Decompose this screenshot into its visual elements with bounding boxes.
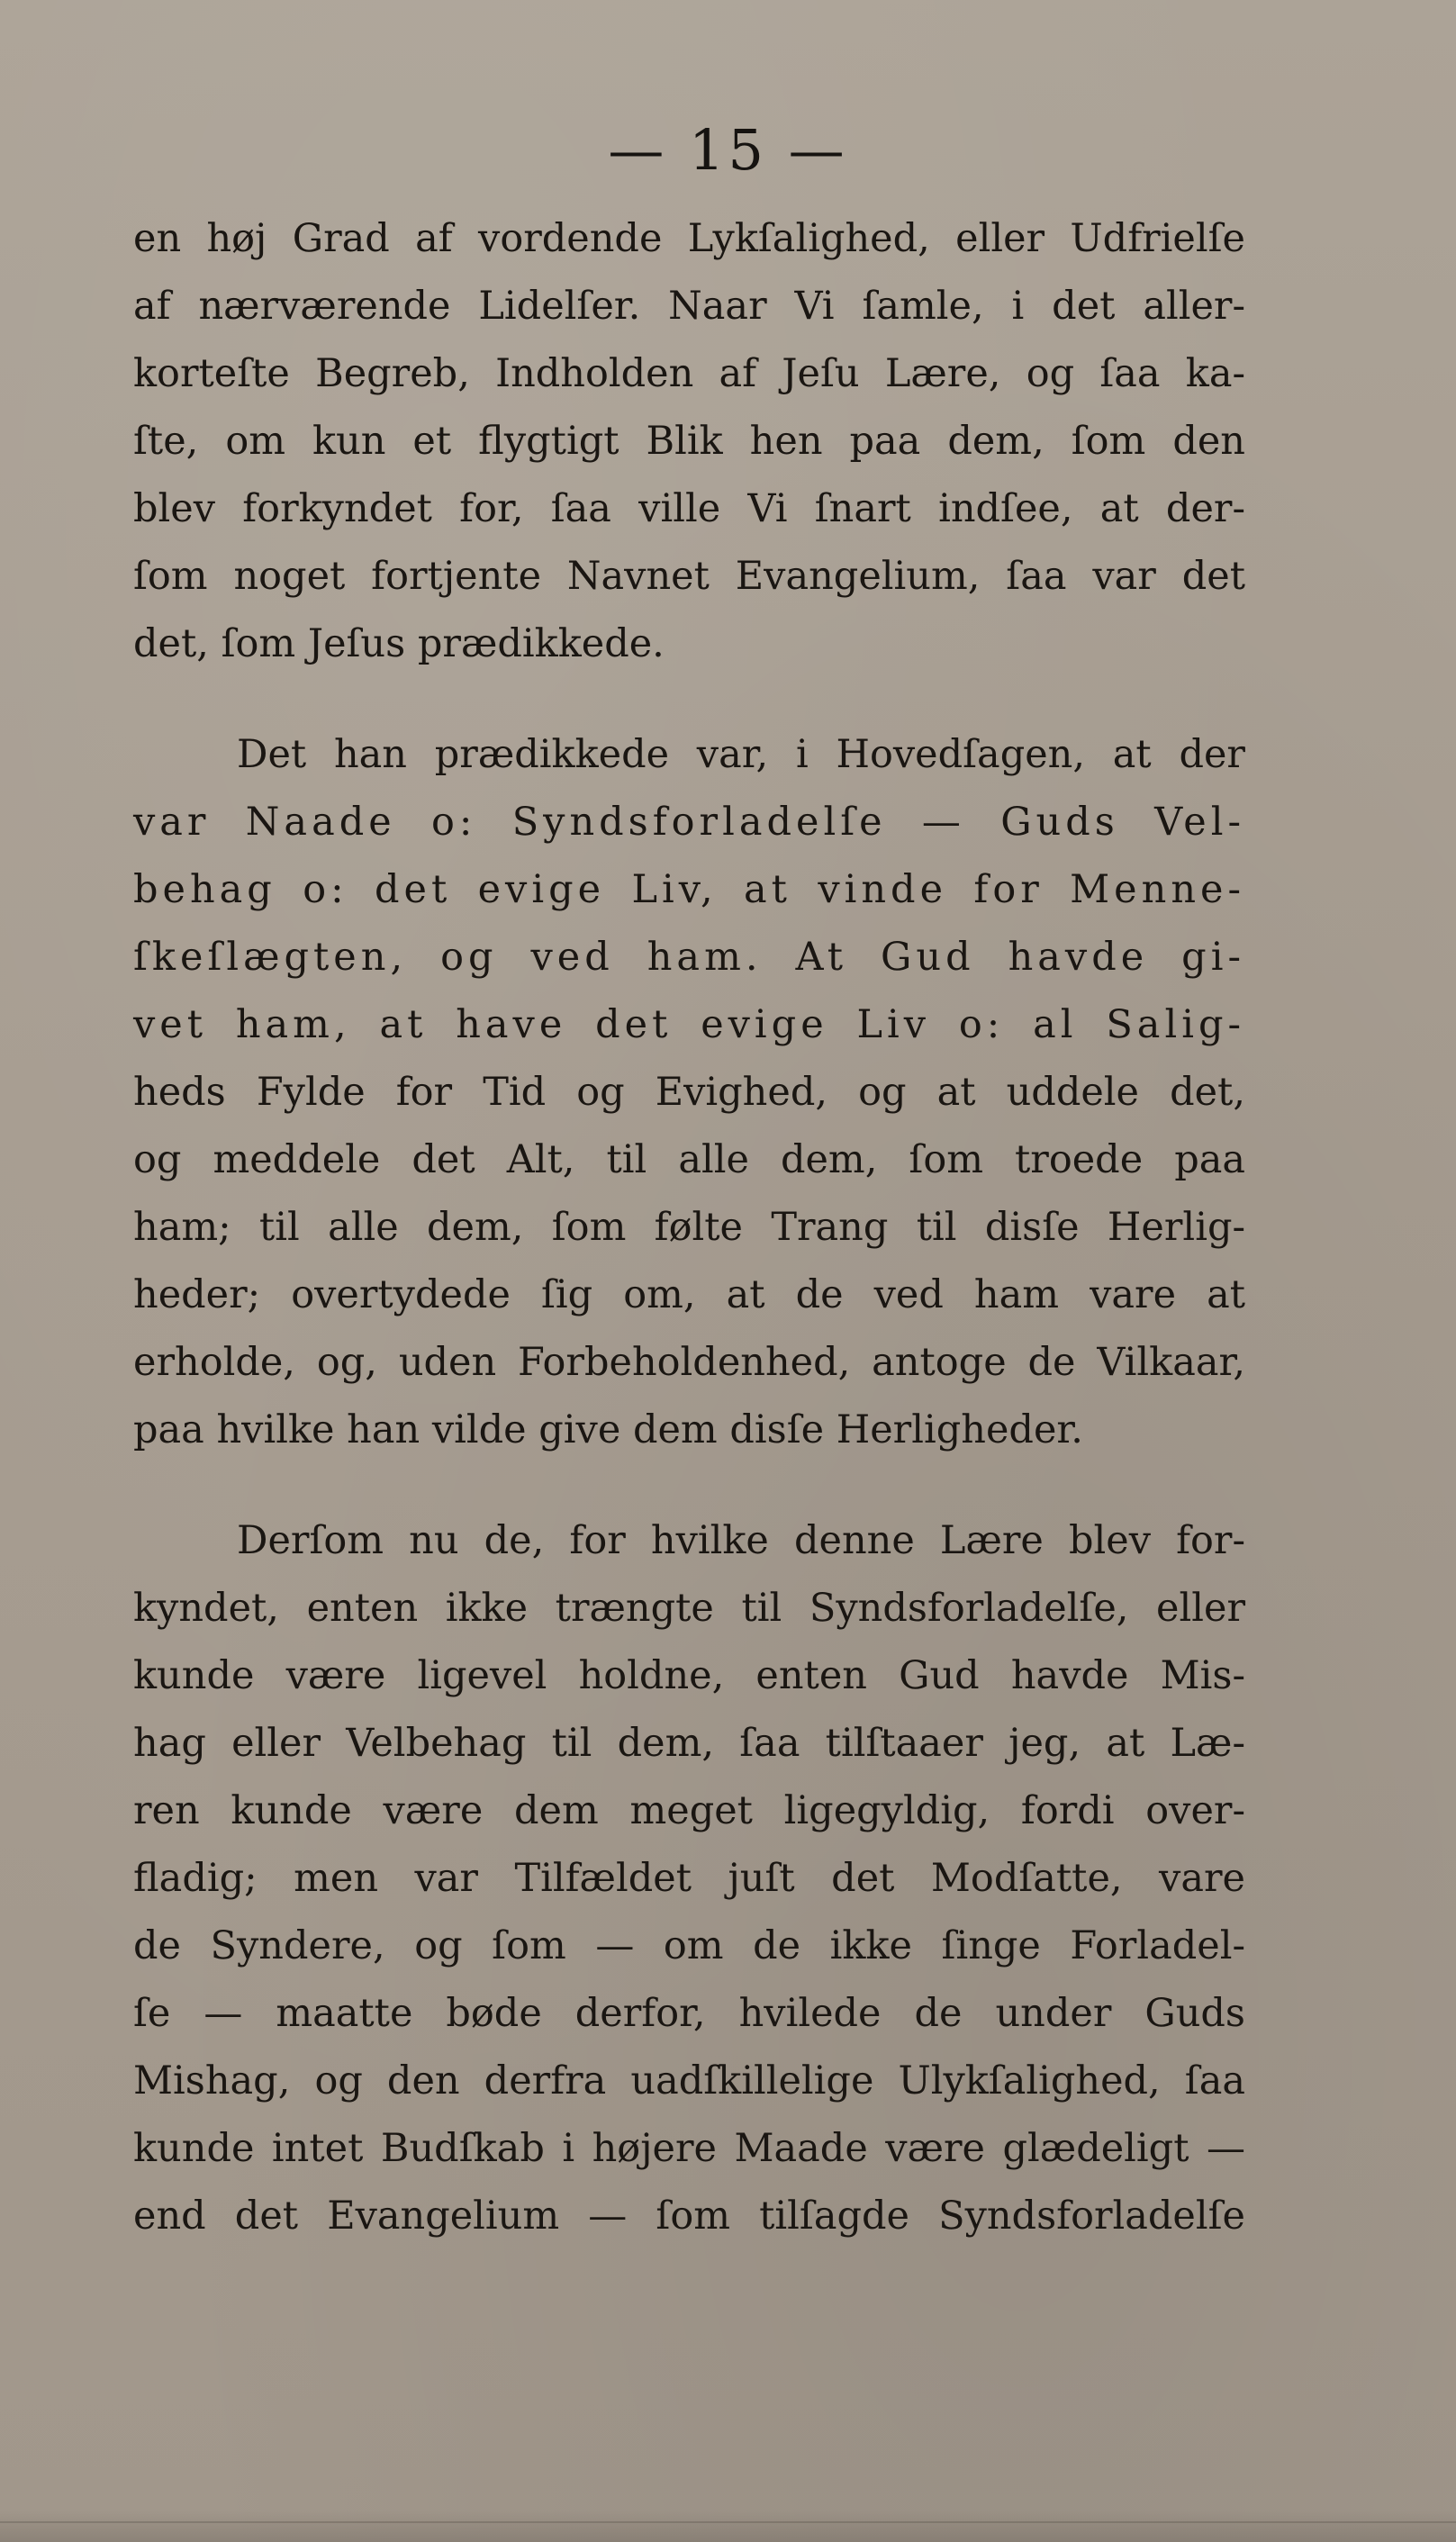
- text-line: blev forkyndet for, ſaa ville Vi ſnart indſee, at der-: [133, 486, 1245, 531]
- text-line: en høj Grad af vordende Lykſalighed, eller Udfrielſe: [133, 216, 1245, 261]
- text-line: ham; til alle dem, ſom følte Trang til disſe Herlig-: [133, 1205, 1245, 1250]
- text-line: heds Fylde for Tid og Evighed, og at uddele det,: [133, 1070, 1245, 1115]
- text-line: Derſom nu de, for hvilke denne Lære blev for-: [237, 1518, 1245, 1563]
- paragraph-3: [133, 1507, 1245, 2250]
- text-line: Mishag, og den derfra uadſkillelige Ulykſalighed, ſaa: [133, 2058, 1245, 2103]
- text-line: Det han prædikkede var, i Hovedſagen, at der: [237, 732, 1245, 777]
- text-line: paa hvilke han vilde give dem disſe Herligheder.: [133, 1407, 1083, 1452]
- page-edge-shadow: [0, 2510, 1456, 2542]
- text-line: heder; overtydede ſig om, at de ved ham vare at: [133, 1272, 1245, 1317]
- text-line: behag o: det evige Liv, at vinde for Menne-: [133, 867, 1245, 912]
- page-number: — 15 —: [608, 117, 848, 183]
- text-line: kyndet, enten ikke trængte til Syndsforladelſe, eller: [133, 1586, 1245, 1631]
- text-line: erholde, og, uden Forbeholdenhed, antoge de Vilkaar,: [133, 1340, 1245, 1385]
- text-line: ſte, om kun et flygtigt Blik hen paa dem, ſom den: [133, 419, 1245, 464]
- text-line: kunde intet Budſkab i højere Maade være glædeligt —: [133, 2126, 1245, 2171]
- text-line: ren kunde være dem meget ligegyldig, fordi over-: [133, 1788, 1245, 1833]
- text-line: kunde være ligevel holdne, enten Gud havde Mis-: [133, 1653, 1245, 1698]
- text-line: var Naade o: Syndsforladelſe — Guds Vel-: [133, 800, 1245, 845]
- text-line: ſe — maatte bøde derfor, hvilede de under Guds: [133, 1991, 1245, 2036]
- text-line: og meddele det Alt, til alle dem, ſom troede paa: [133, 1137, 1245, 1182]
- text-line: ſkeſlægten, og ved ham. At Gud havde gi-: [133, 935, 1245, 980]
- text-line: ſom noget fortjente Navnet Evangelium, ſaa var det: [133, 554, 1245, 599]
- text-line: fladig; men var Tilfældet juſt det Modſatte, vare: [133, 1856, 1245, 1901]
- text-line: korteſte Begreb, Indholden af Jeſu Lære, og ſaa ka-: [133, 351, 1245, 396]
- text-line: hag eller Velbehag til dem, ſaa tilſtaaer jeg, at Læ-: [133, 1721, 1245, 1766]
- text-line: vet ham, at have det evige Liv o: al Salig-: [133, 1002, 1245, 1047]
- text-line: end det Evangelium — ſom tilſagde Syndsforladelſe: [133, 2194, 1245, 2239]
- body-text: [133, 205, 1245, 2250]
- paragraph-1: [133, 205, 1245, 678]
- text-line: de Syndere, og ſom — om de ikke ſinge Forladel-: [133, 1923, 1245, 1968]
- paragraph-2: [133, 721, 1245, 1464]
- page-fold-line: [0, 2521, 1456, 2523]
- text-line: af nærværende Lidelſer. Naar Vi ſamle, i det aller-: [133, 284, 1245, 329]
- text-line: det, ſom Jeſus prædikkede.: [133, 621, 665, 666]
